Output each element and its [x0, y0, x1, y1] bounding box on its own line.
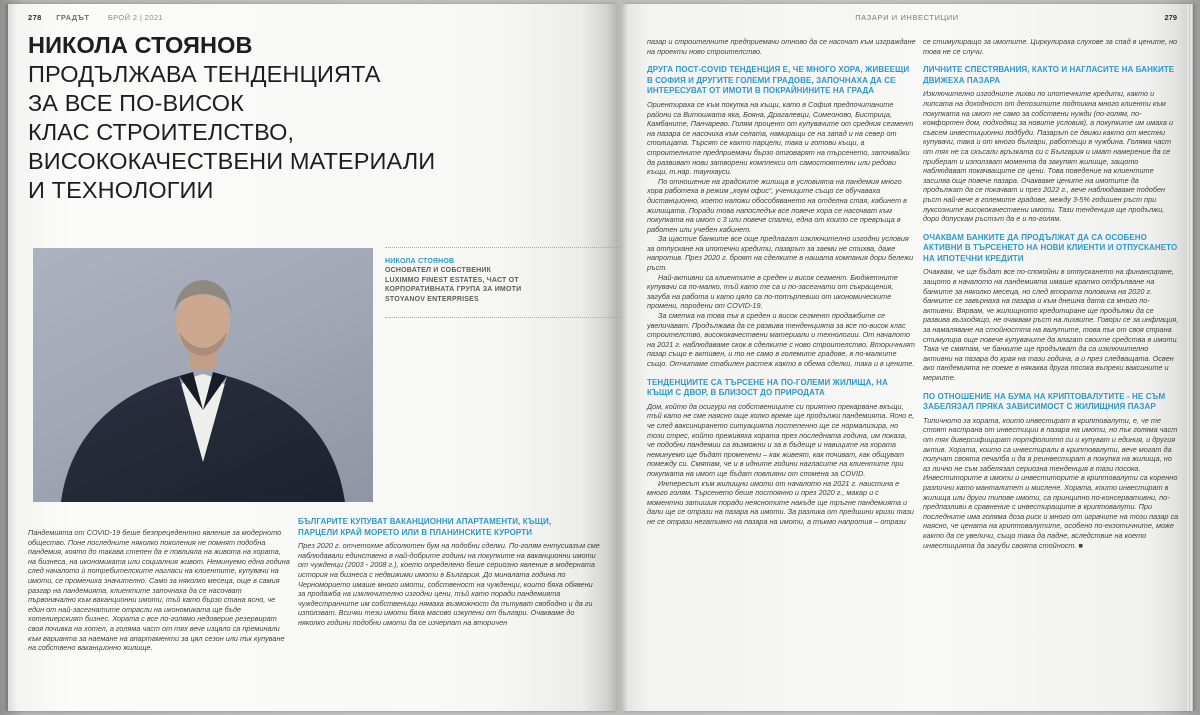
body-paragraph: Типичното за хората, които инвестират в криптовалути, е, че те стоят настрана от инвестиции в пазара на имоти, но пък голяма част от тях диверсифицират портфолиото си и купуват и единия, и другия актив. Хората, които са инвестирали в криптовалути, вече могат да получат своята печалба и да я реинвестират в покупка на жилища, но аз лично не съм забелязал сериозна тенденция в тази посока. Инвеститорите в имоти и инвеститорите в криптовалути са коренно различни като манталитет и мислене. Хората, които инвестират в жилища или други типове имоти, са принципно по-консервативни, по-предпазливи в сравнение с инвестиращите в криптовалути. При последните има голяма доза риск и много от играчите на този пазар са наясно, че цената на криптовалутите, особено по-екзотичните, може както да се увеличи, също така да падне, вследствие на което инвестицията да загуби своята стойност. ■ [923, 415, 1179, 550]
right-page-column-2 [923, 37, 1179, 550]
magazine-title: ГРАДЪТ [56, 13, 90, 22]
caption-name: НИКОЛА СТОЯНОВ [385, 258, 455, 265]
section-heading: ТЕНДЕНЦИИТЕ СА ТЪРСЕНЕ НА ПО-ГОЛЕМИ ЖИЛИЩА, НА КЪЩИ С ДВОР, В БЛИЗОСТ ДО ПРИРОДАТА [647, 377, 888, 398]
body-paragraph: Изключително изгодните лихви по ипотечните кредити, както и липсата на доходност от депозитите подтикна много клиенти към покупката на имот не само за собствени нужди (по-голям, по-комфортен дом, подходящ за новите условия), а покупките им имаха и съвсем инвестиционни подбуди. Пазарът се движи както от местни купувачи, така и от много българи, работещи в чужбина. Голяма част от тях не са скъсали връзката си с България и имат намерение да се приберат и използват момента да закупят жилище, защото наблюдават покачващите се цени. Това поведение на клиентите засилва още повече пазара. Очакваме цените на имотите да продължат да се покачват и през 2022 г., вече наблюдаваме подобен ръст най-вече в големите градове, между 3-5% годишен ръст при луксозните висококачествени имоти. Тази тенденция ще продължи, дори допускам ръстът да е и по-голям. [923, 89, 1174, 224]
left-page-column-2 [298, 517, 600, 628]
section-heading: ЛИЧНИТЕ СПЕСТЯВАНИЯ, КАКТО И НАГЛАСИТЕ НА БАНКИТЕ ДВИЖЕХА ПАЗАРА [923, 65, 1175, 85]
body-paragraph: Най-активни са клиентите в среден и висок сегмент. Бюджетните купувачи са по-малко, тъй като те са и по-засегнати от съкращения, загуба на работа и като цяло са по-потърпевши от икономическите промени, породени от COVID-19. [647, 272, 898, 311]
headline-line: ЗА ВСЕ ПО-ВИСОК [28, 90, 244, 116]
page-number: 278 [28, 13, 42, 22]
body-paragraph: Пандемията от COVID-19 беше безпрецедентно явление за модерното общество. Поне последните няколко поколения не помнят подобна пандемия, която до такава степен да е повлияла на живота на хората, на бизнеса, на икономиката или социалния живот. Неминуемо една година след началото ѝ потребителските нагласи на клиентите, купувачи на имоти, се промениха значително. Само за няколко месеца, още в самия разгар на пандемията, клиентите започнаха да се насочват първоначално към ваканционни имоти, тъй като бързо стана ясно, че един от най-засегнатите отрасли на икономиката ще бъде хотелиерският бизнес. Хората с все по-голямо недоверие резервират своя почивка на хотел, а голяма част от тях вече изцяло са преминали към варианта за наемане на апартаменти за цял сезон или пък купуване на собствено ваканционно жилище. [28, 528, 290, 653]
body-paragraph: пазар и строителните предприемачи отново да се насочат към изграждане на проекти ново строителство. [647, 37, 916, 56]
caption-line: LUXIMMO FINEST ESTATES, ЧАСТ ОТ [385, 276, 519, 284]
body-paragraph: По отношение на градските жилища в условията на пандемия много хора работеха в режим „хоум офис“, учениците също се обучаваха дистанционно, което наложи обособяването на отделна стая, кабинет в жилищата. Поради това напоследък все повече хора се насочват към покупката на имот с 3 или повече спални, една от които се превръща в работен или учебен кабинет. [647, 176, 907, 234]
intro-column [28, 528, 290, 653]
body-paragraph: За щастие банките все още предлагат изключително изгодни условия за отпускане на ипотечни кредити, пазарът за заеми не стихва, даже напротив. През 2020 г. броят на сделките в нашата компания дори бележи ръст. [647, 234, 914, 273]
section-heading: ОЧАКВАМ БАНКИТЕ ДА ПРОДЪЛЖАТ ДА СА ОСОБЕНО АКТИВНИ В ТЪРСЕНЕТО НА НОВИ КЛИЕНТИ И ОТПУСКАНЕТО НА ИПОТЕЧНИ КРЕДИТИ [923, 232, 1178, 263]
headline-name: НИКОЛА СТОЯНОВ [28, 32, 253, 58]
body-paragraph: Интересът към жилищни имоти от началото на 2021 г. наистина е много голям. Търсенето беше постоянно и през 2020 г., макар и с моментни затишия поради неяснотите накъде ще тръгне пандемията и дали ще се отрази на пазара на имоти. За разлика от предишни кризи тази не се отрази негативно на пазара на имоти, а тъкмо напротив – отрази [647, 478, 914, 526]
caption-line: КОРПОРАТИВНАТА ГРУПА ЗА ИМОТИ [385, 286, 522, 294]
body-paragraph: Дом, който да осигури на собствениците си приятно прекарване вкъщи, тъй като не сме наясно още колко време ще продължи пандемията. Ясно е, че след ваксинирането ситуацията постепенно ще се нормализира, но този стрес, който преживяха хората през последната година, им показа, че подобни пандемии са възможни и за в бъдеще и навиците на хората неминуемо ще бъдат променени – как живеят, как почиват, как общуват помежду си. Смятам, че и в идните години нагласите на клиентите при покупката на имот ще бъдат повлияни от спомена за COVID. [647, 401, 915, 478]
photo-caption [385, 247, 621, 318]
body-paragraph: Ориентираха се към покупка на къщи, като в София предпочитаните райони са Витошката яка, Бояна, Драгалевци, Симеоново, Бистрица, Камбаните, Панчарево. Голям процент от купувачите от средния сегмент на пазара се насочиха към селата, намиращи се на запад и на север от столицата. Търсят се както парцели, така и готови къщи, а строителните предприемачи бързо отговарят на търсенето, започвайки да развиват нови затворени комплекси от самостоятелни или редови къщи, т.нар. таунхауси. [647, 99, 914, 177]
section-heading: БЪЛГАРИТЕ КУПУВАТ ВАКАНЦИОННИ АПАРТАМЕНТИ, КЪЩИ, ПАРЦЕЛИ КРАЙ МОРЕТО ИЛИ В ПЛАНИНСКИТЕ КУРОРТИ [298, 517, 552, 537]
headline-line: ПРОДЪЛЖАВА ТЕНДЕНЦИЯТА [28, 61, 381, 87]
issue-label: БРОЙ 2 | 2021 [107, 13, 164, 22]
body-paragraph: Очаквам, че ще бъдат все по-спокойни в отпускането на финансиране, защото в началото на пандемията имаше кратко отдръпване на банките за няколко месеца, но след втората половина на 2020 г. банките се завърнаха на пазара и към днешна дата са много по-активни. Вярвам, че жилищното кредитиране ще продължи да се развива възходящо, не очаквам ръст на лихвите. Говори се за инфлация, за намаляване на стойността на валутите, това пък от своя страна стимулира още повече купувачите да влагат своите средства в имоти. Така че смятам, че банките ще продължат да са изключително активни на пазара до края на тази година, а и през следващата. Освен ако пандемията не поеме в някаква друга посока въпреки ваксините и мерките. [923, 267, 1179, 382]
section-heading: ДРУГА ПОСТ-COVID ТЕНДЕНЦИЯ Е, ЧЕ МНОГО ХОРА, ЖИВЕЕЩИ В СОФИЯ И ДРУГИТЕ ГОЛЕМИ ГРАДОВЕ, ЗАПОЧНАХА ДА СЕ ИНТЕРЕСУВАТ ОТ ИМОТИ В ПОКРАЙНИНИТЕ НА ГРАДА [647, 65, 910, 96]
right-page-column-1 [647, 37, 916, 527]
page-header-left [28, 13, 163, 22]
page-left [8, 4, 618, 711]
portrait-photo [33, 248, 373, 502]
caption-line: STOYANOV ENTERPRISES [385, 295, 479, 303]
body-paragraph: През 2020 г. отчетохме абсолютен бум на подобни сделки. По-голям ентусиазъм сме наблюдавали единствено в най-добрите години на покупките на ваканционни имоти от чужденци (2003 - 2008 г.), което определено беше сериозно явление в модерната история на бизнеса с недвижими имоти в България. До миналата година по Черноморието имаше много имоти, собственост на чужденци, които бяха обявени за продажба на изключително изгодни цени, тъй като поради пандемията чуждестранните им собственици нямаха възможност да пътуват свободно и да ги използват. Всички тези имоти бяха масово изкупени от българи. Очакваме до няколко години подобни имоти да се изчерпат на вторичен [298, 541, 600, 627]
caption-line: ОСНОВАТЕЛ И СОБСТВЕНИК [385, 267, 492, 275]
section-heading: ПО ОТНОШЕНИЕ НА БУМА НА КРИПТОВАЛУТИТЕ - НЕ СЪМ ЗАБЕЛЯЗАЛ ПРЯКА ЗАВИСИМОСТ С ЖИЛИЩНИЯ ПАЗАР [923, 391, 1166, 412]
section-title: ПАЗАРИ И ИНВЕСТИЦИИ [855, 13, 959, 22]
page-right [621, 4, 1193, 711]
headline-line: ВИСОКОКАЧЕСТВЕНИ МАТЕРИАЛИ [28, 148, 436, 174]
body-paragraph: За сметка на това пък в среден и висок сегмент продажбите се увеличават. Продължава да се развива тенденцията за все по-висок клас строителство, висококачествени материали и технологии. От началото на 2021 г. наблюдаваме скок в сделките с ново строителство. Вторичният пазар също е активен, и то не само в големите градове, в по-малките също. Отчитаме стабилен растеж както в обема сделки, така и в цените. [647, 311, 915, 368]
headline-line: И ТЕХНОЛОГИИ [28, 177, 214, 203]
page-number: 279 [1164, 13, 1177, 22]
headline-line: КЛАС СТРОИТЕЛСТВО, [28, 119, 295, 145]
portrait-silhouette [33, 248, 373, 502]
body-paragraph: се стимулиращо за имотите. Циркулираха слухове за спад в цените, но това не се случи. [923, 37, 1178, 56]
article-headline [28, 31, 468, 205]
